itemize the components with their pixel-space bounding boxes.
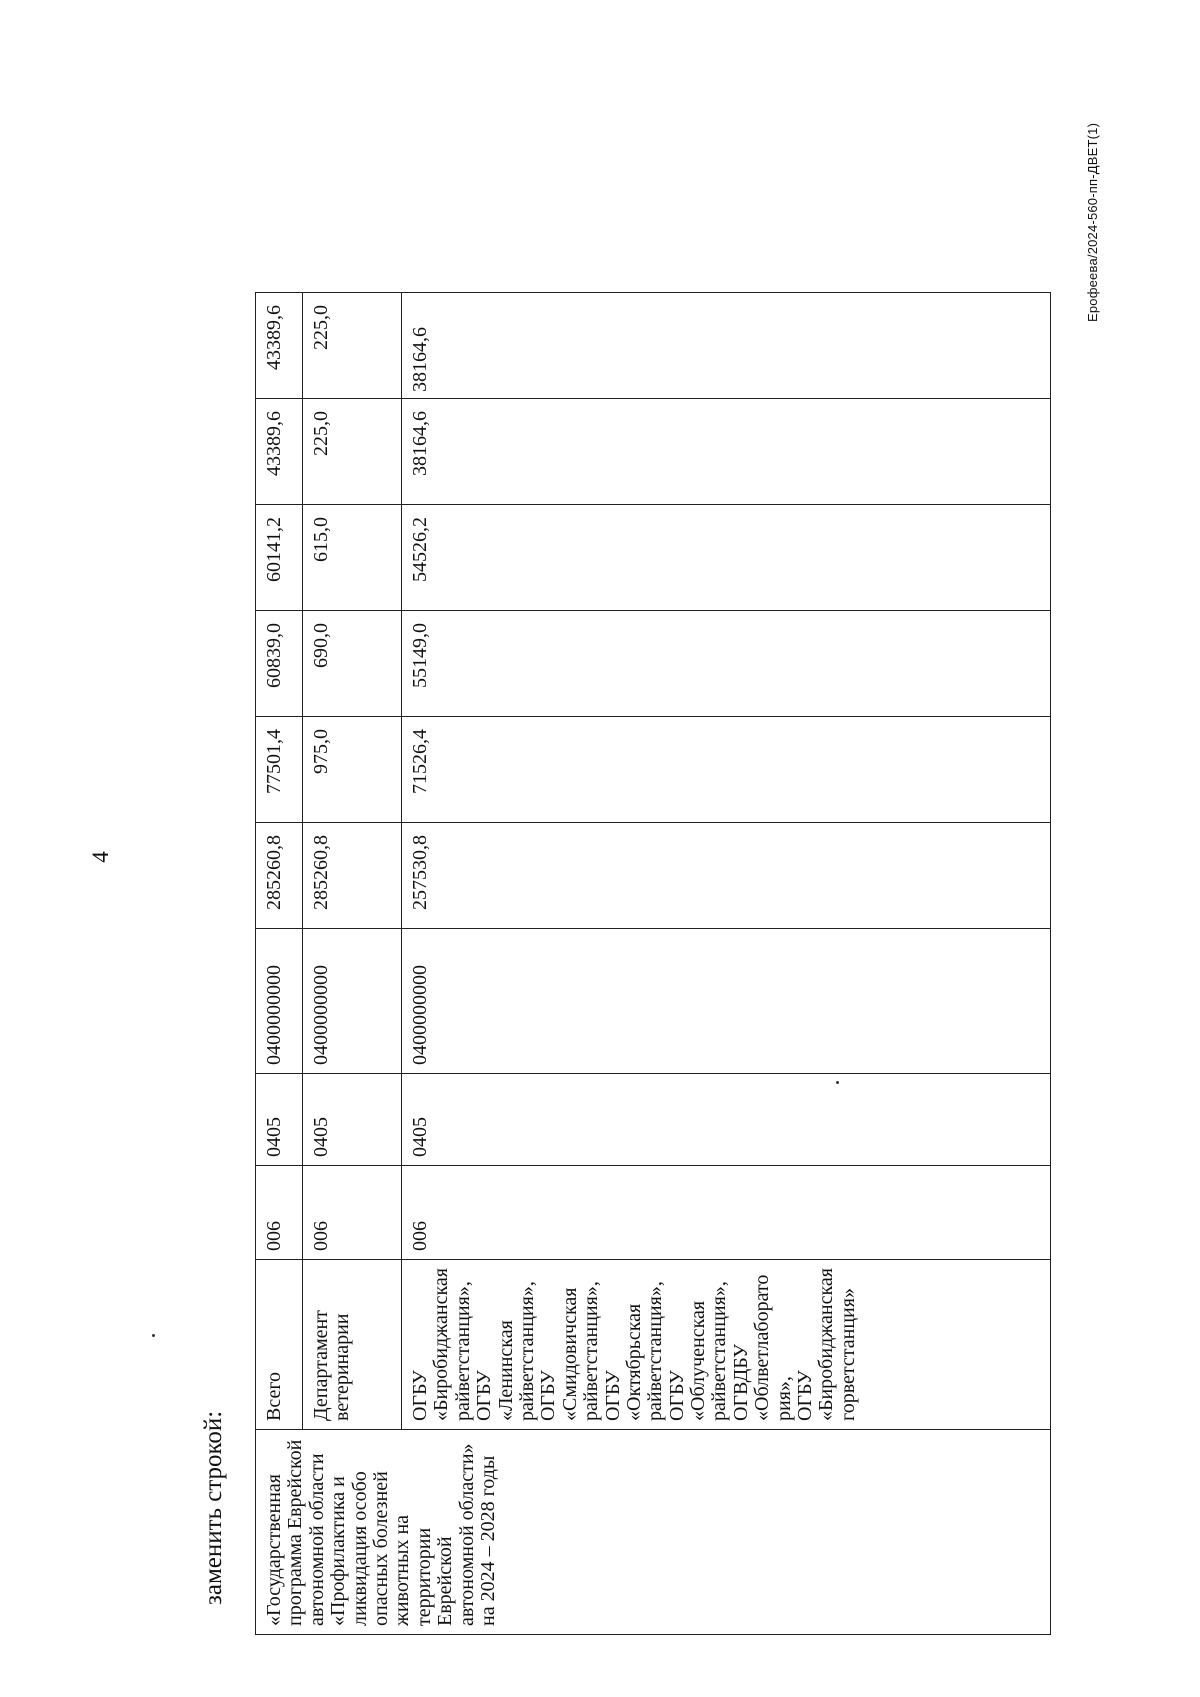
target-article-cell: 0400000000 xyxy=(402,928,1051,1073)
year-2025-cell: 60839,0 xyxy=(256,610,303,716)
target-article-cell: 0400000000 xyxy=(256,928,303,1073)
total-cell: 285260,8 xyxy=(256,822,303,928)
table-row xyxy=(256,292,303,1634)
executor-cell: ОГБУ «Биробиджанская райветстанция», ОГБУ «Ленинская райветстанция», ОГБУ «Смидовичская райветстанция», ОГБУ «Октябрьская райветстанция», ОГБУ «Облученская райветстанция», ОГВДБУ «Облветлаборато рия», ОГБУ «Биробиджанская горветстанция» xyxy=(402,1259,1051,1429)
scan-speck xyxy=(152,1334,155,1337)
year-2027-cell: 225,0 xyxy=(303,398,402,504)
grbs-code-cell: 006 xyxy=(303,1165,402,1259)
year-2026-cell: 60141,2 xyxy=(256,504,303,610)
budget-table xyxy=(255,292,1051,1635)
year-2025-cell: 690,0 xyxy=(303,610,402,716)
year-2028-cell: 43389,6 xyxy=(256,292,303,398)
year-2026-cell: 54526,2 xyxy=(402,504,1051,610)
year-2024-cell: 71526,4 xyxy=(402,716,1051,822)
program-name-cell: «Государственная программа Еврейской автономной области «Профилактика и ликвидация особо опасных болезней животных на территории Еврейской автономной области» на 2024 – 2028 годы xyxy=(256,1430,1051,1635)
grbs-code-cell: 006 xyxy=(402,1165,1051,1259)
total-cell: 285260,8 xyxy=(303,822,402,928)
year-2028-cell: 38164,6 xyxy=(402,292,1051,398)
year-2028-cell: 225,0 xyxy=(303,292,402,398)
section-code-cell: 0405 xyxy=(256,1073,303,1165)
section-code-cell: 0405 xyxy=(402,1073,1051,1165)
intro-text: заменить строкой: xyxy=(200,1410,227,1605)
year-2027-cell: 43389,6 xyxy=(256,398,303,504)
executor-cell: Всего xyxy=(256,1259,303,1429)
page-number: 4 xyxy=(88,851,113,863)
year-2026-cell: 615,0 xyxy=(303,504,402,610)
section-code-cell: 0405 xyxy=(303,1073,402,1165)
year-2024-cell: 975,0 xyxy=(303,716,402,822)
grbs-code-cell: 006 xyxy=(256,1165,303,1259)
year-2024-cell: 77501,4 xyxy=(256,716,303,822)
executor-cell: Департамент ветеринарии xyxy=(303,1259,402,1429)
document-reference: Ерофеева/2024-560-пп-ДВЕТ(1) xyxy=(1085,122,1100,322)
scan-speck xyxy=(836,1081,839,1084)
target-article-cell: 0400000000 xyxy=(303,928,402,1073)
total-cell: 257530,8 xyxy=(402,822,1051,928)
year-2027-cell: 38164,6 xyxy=(402,398,1051,504)
year-2025-cell: 55149,0 xyxy=(402,610,1051,716)
